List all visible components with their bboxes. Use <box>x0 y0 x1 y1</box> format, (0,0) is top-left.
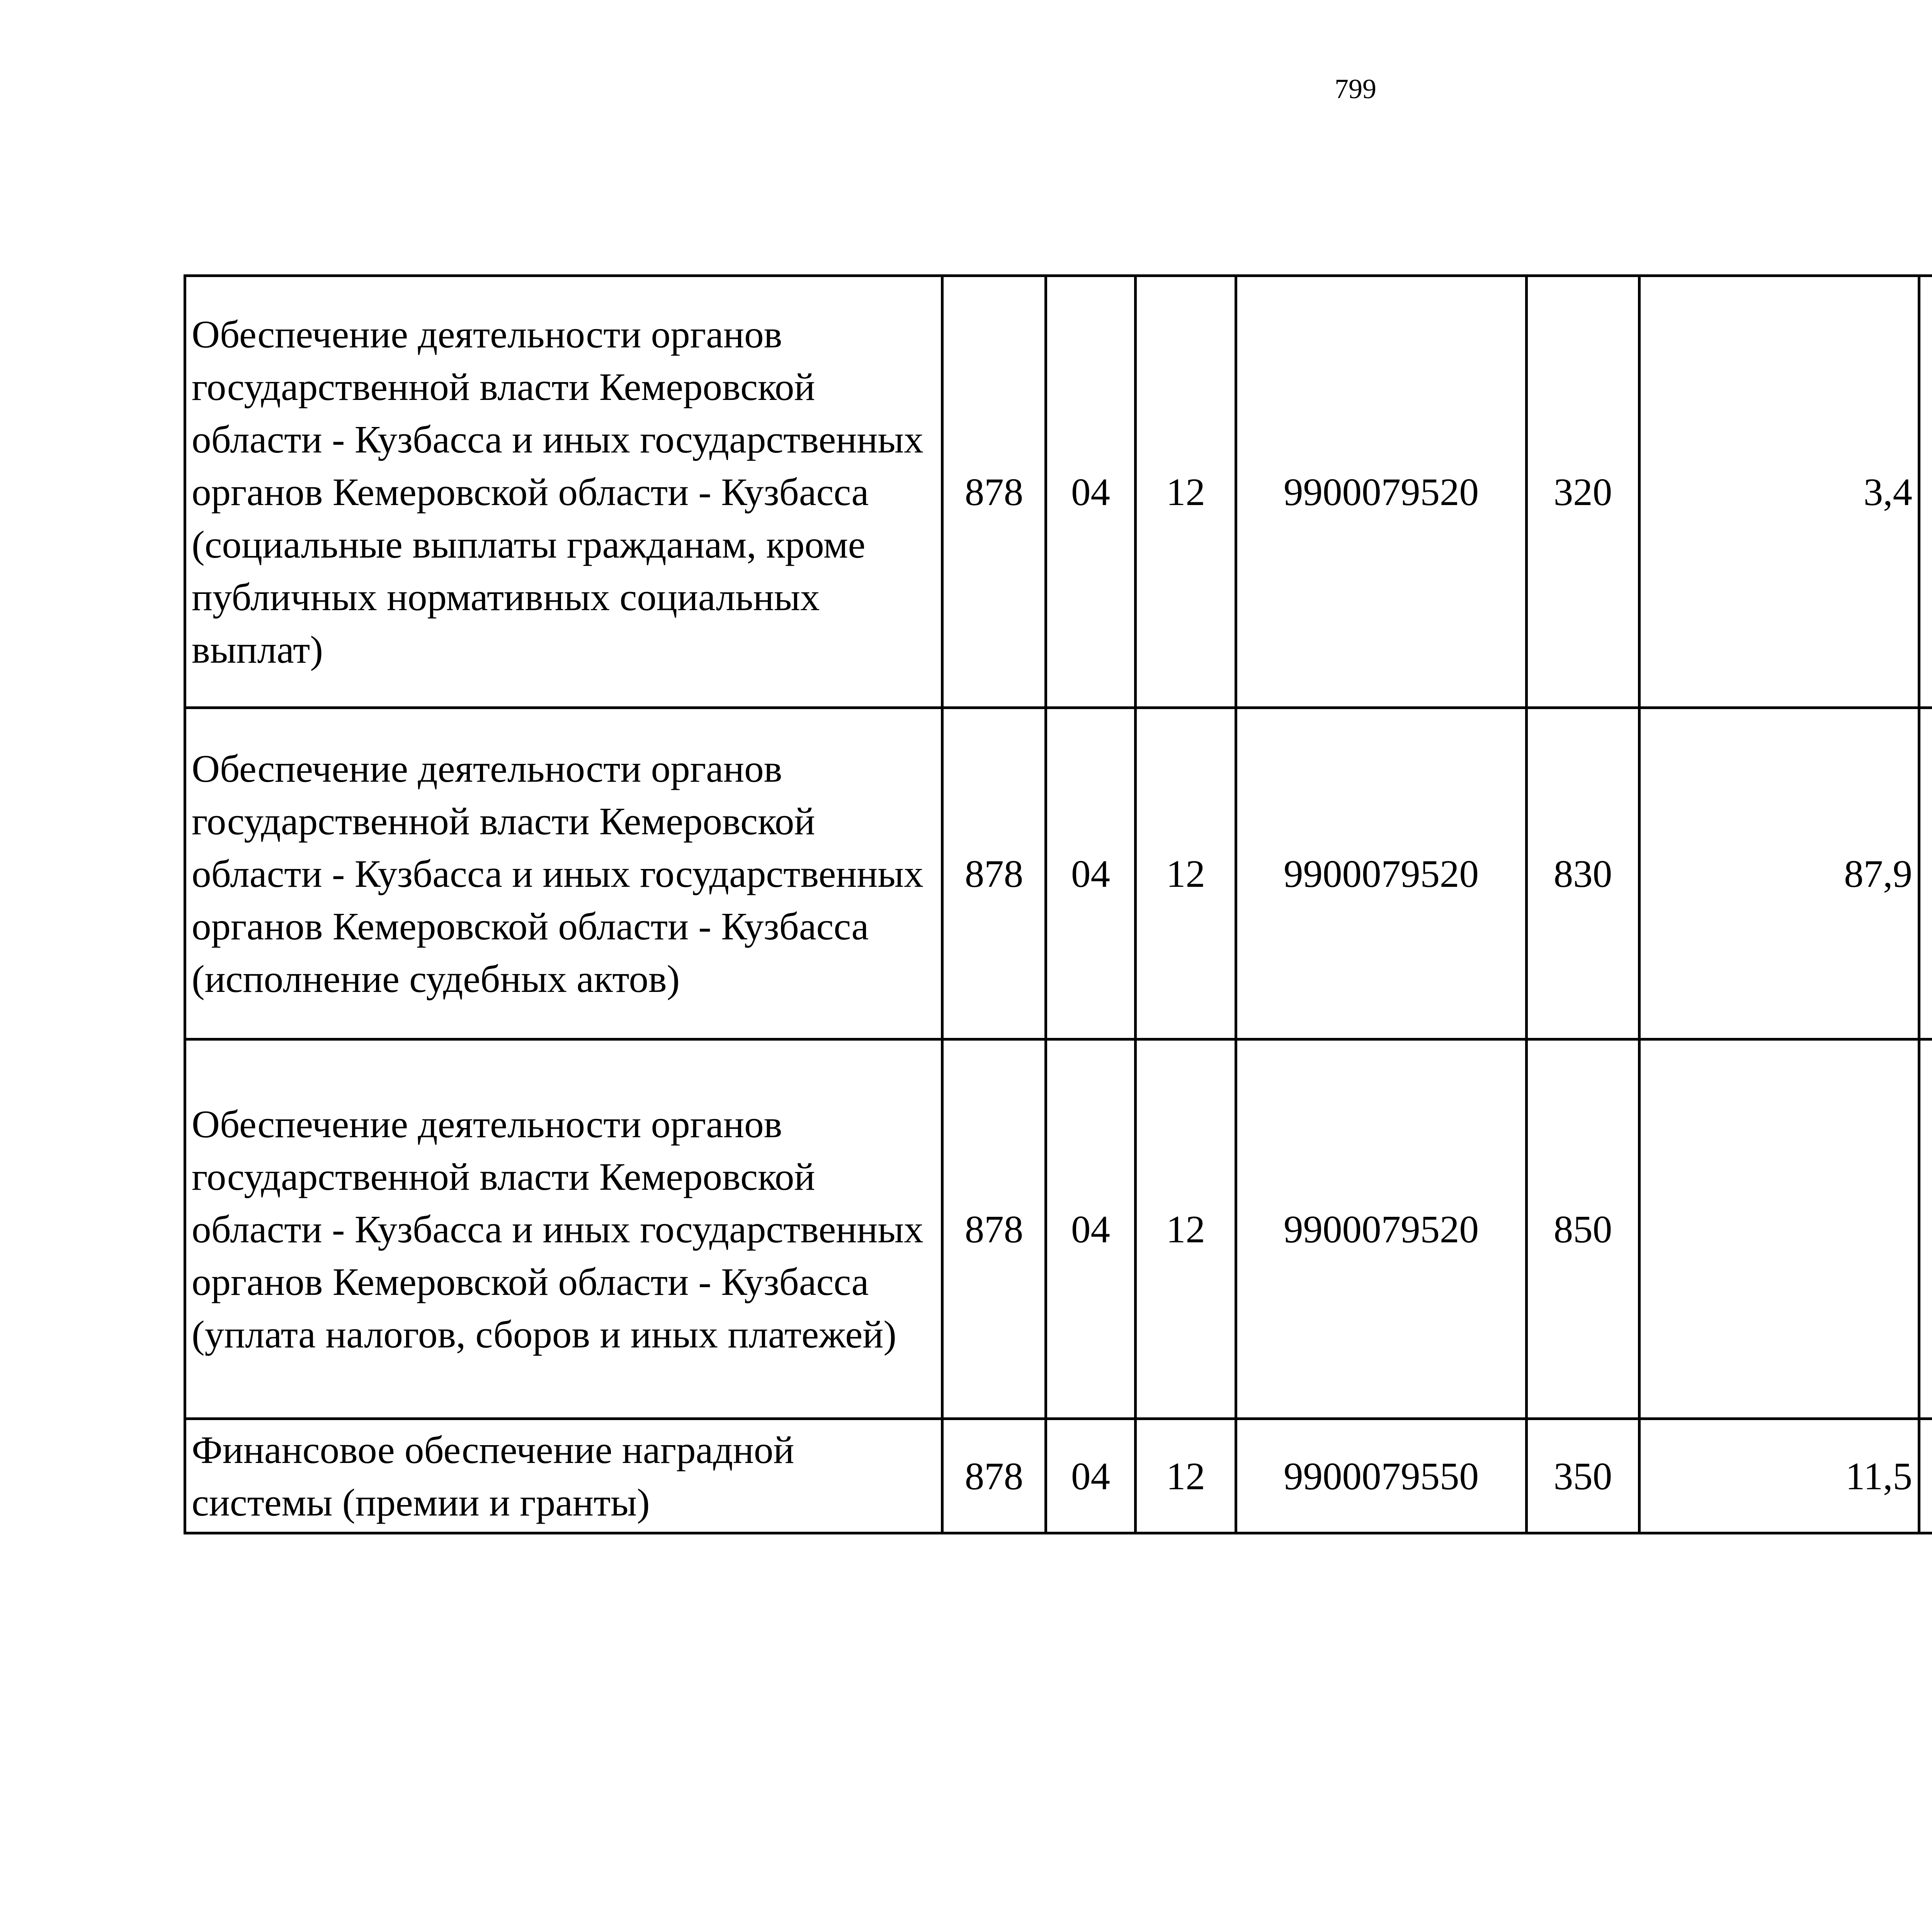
target-article-code: 9900079520 <box>1236 276 1527 708</box>
ministry-code: 878 <box>942 1039 1046 1419</box>
subsection-code: 12 <box>1136 1039 1236 1419</box>
table-row <box>185 708 1932 1039</box>
page-number: 799 <box>1335 73 1376 104</box>
amount-2 <box>1919 1419 1932 1533</box>
section-code: 04 <box>1046 1419 1136 1533</box>
budget-table <box>184 274 1932 1534</box>
subsection-code: 12 <box>1136 708 1236 1039</box>
expense-type-code: 830 <box>1527 708 1639 1039</box>
ministry-code: 878 <box>942 708 1046 1039</box>
amount-2 <box>1919 1039 1932 1419</box>
target-article-code: 9900079520 <box>1236 708 1527 1039</box>
target-article-code: 9900079520 <box>1236 1039 1527 1419</box>
amount-1: 3,4 <box>1639 276 1919 708</box>
table-row <box>185 1039 1932 1419</box>
expense-type-code: 850 <box>1527 1039 1639 1419</box>
table-row <box>185 276 1932 708</box>
amount-2 <box>1919 276 1932 708</box>
amount-2 <box>1919 708 1932 1039</box>
amount-1: 87,9 <box>1639 708 1919 1039</box>
amount-1 <box>1639 1039 1919 1419</box>
target-article-code: 9900079550 <box>1236 1419 1527 1533</box>
subsection-code: 12 <box>1136 1419 1236 1533</box>
row-description: Обеспечение деятельности органов государственной власти Кемеровской области - Кузбасса и иных государственных органов Кемеровской области - Кузбасса (социальные выплаты гражданам, кроме публичных нормативных социальных выплат) <box>185 276 942 708</box>
expense-type-code: 320 <box>1527 276 1639 708</box>
row-description: Финансовое обеспечение наградной системы (премии и гранты) <box>185 1419 942 1533</box>
subsection-code: 12 <box>1136 276 1236 708</box>
amount-1: 11,5 <box>1639 1419 1919 1533</box>
ministry-code: 878 <box>942 1419 1046 1533</box>
row-description: Обеспечение деятельности органов государственной власти Кемеровской области - Кузбасса и иных государственных органов Кемеровской области - Кузбасса (исполнение судебных актов) <box>185 708 942 1039</box>
row-description: Обеспечение деятельности органов государственной власти Кемеровской области - Кузбасса и иных государственных органов Кемеровской области - Кузбасса (уплата налогов, сборов и иных платежей) <box>185 1039 942 1419</box>
ministry-code: 878 <box>942 276 1046 708</box>
expense-type-code: 350 <box>1527 1419 1639 1533</box>
section-code: 04 <box>1046 276 1136 708</box>
section-code: 04 <box>1046 1039 1136 1419</box>
section-code: 04 <box>1046 708 1136 1039</box>
table-row <box>185 1419 1932 1533</box>
